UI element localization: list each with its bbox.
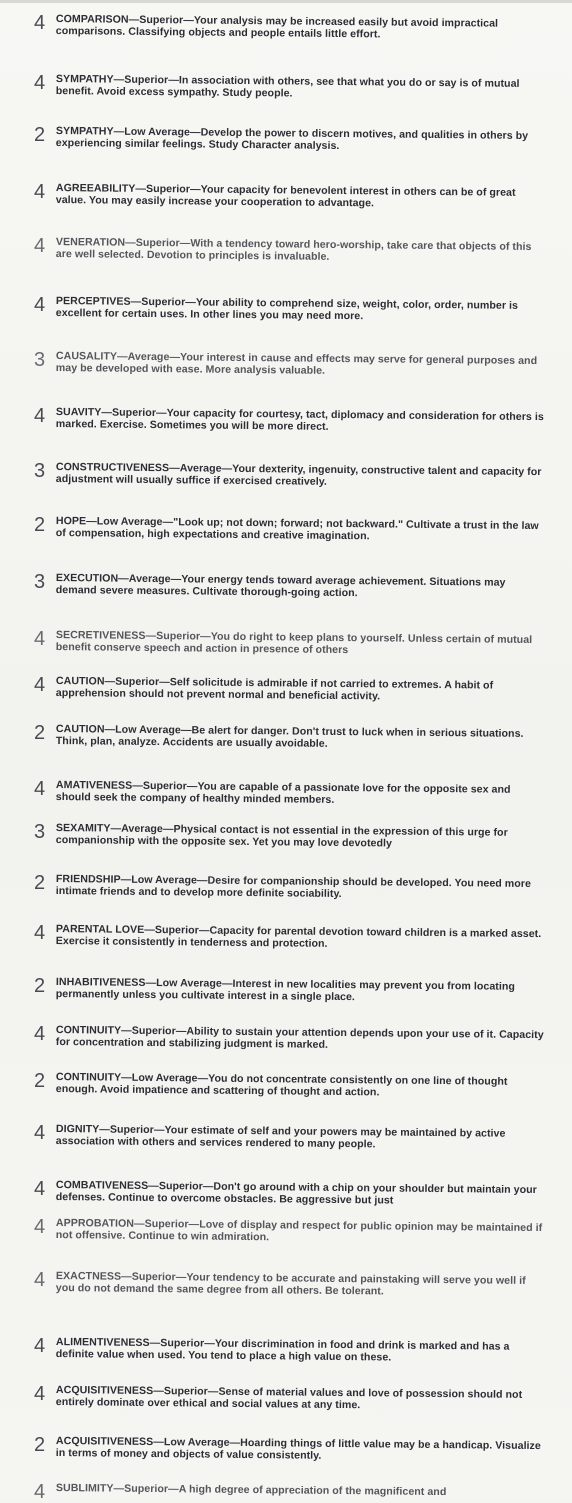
trait-score: 4 [34, 1122, 46, 1144]
trait-description: ALIMENTIVENESS—Superior—Your discrimination in food and drink is marked and has a definite value when used. You tend to place a high value on these. [55, 1336, 510, 1364]
trait-description: SYMPATHY—Low Average—Develop the power to discern motives, and qualities in others by experiencing similar feelings. Study Character analysis. [55, 125, 529, 152]
trait-score: 3 [34, 571, 46, 593]
trait-score: 4 [34, 674, 46, 696]
trait-entry [34, 1070, 544, 1098]
trait-entry [34, 1023, 544, 1051]
trait-score: 4 [34, 405, 46, 427]
trait-score: 4 [34, 628, 46, 650]
trait-score: 2 [34, 722, 46, 744]
trait-description: CONTINUITY—Low Average—You do not concentrate consistently on one line of thought enough. Avoid impatience and scattering of thought and action. [55, 1071, 508, 1098]
trait-score: 3 [34, 821, 46, 843]
trait-entry [34, 628, 544, 656]
trait-description: AGREEABILITY—Superior—Your capacity for benevolent interest in others can be of great value. You may easily increase your cooperation to advantage. [55, 182, 516, 209]
trait-description: CAUSALITY—Average—Your interest in cause and effects may serve for general purposes and may be developed with ease. More analysis valuable. [55, 350, 538, 377]
trait-description: DIGNITY—Superior—Your estimate of self and your powers may be maintained by active association with others and services rendered to many people. [55, 1123, 506, 1150]
trait-score: 4 [34, 1269, 46, 1291]
page-top-edge [0, 0, 572, 3]
trait-score: 4 [34, 1178, 46, 1200]
trait-entry [34, 514, 544, 542]
trait-description: CONSTRUCTIVENESS—Average—Your dexterity, ingenuity, constructive talent and capacity for adjustment will usually suffice if exercised creatively. [55, 461, 542, 488]
trait-entry [34, 821, 544, 850]
trait-description: ACQUISITIVENESS—Low Average—Hoarding things of little value may be a handicap. Visualize in terms of money and objects of value consistently. [55, 1435, 541, 1462]
trait-score: 4 [34, 1023, 46, 1045]
trait-entry [34, 1434, 544, 1462]
trait-description: APPROBATION—Superior—Love of display and respect for public opinion may be maintained if not offensive. Continue to win admiration. [55, 1217, 543, 1243]
trait-description: INHABITIVENESS—Low Average—Interest in new localities may prevent you from locating permanently unless you cultivate interest in a single place. [55, 976, 515, 1003]
trait-score: 2 [34, 514, 46, 536]
trait-entry [34, 1383, 544, 1411]
trait-score: 4 [34, 12, 46, 34]
trait-entry [34, 1218, 544, 1241]
trait-entry [34, 349, 544, 377]
trait-description: CAUTION—Low Average—Be alert for danger. Don't trust to luck when in serious situations. Think, plan, analyze. Accidents are usually avoidable. [55, 723, 524, 750]
trait-description: SUAVITY—Superior—Your capacity for courtesy, tact, diplomacy and consideration for others is marked. Exercise. Sometimes you will be more direct. [55, 406, 544, 433]
trait-description: AMATIVENESS—Superior—You are capable of a passionate love for the opposite sex and should seek the company of healthy minded members. [55, 779, 511, 806]
trait-entry [34, 1269, 544, 1298]
trait-description: VENERATION—Superior—With a tendency toward hero-worship, take care that objects of this are well selected. Devotion to principles is invaluable. [55, 236, 532, 263]
trait-entry [34, 922, 544, 950]
trait-entry [34, 181, 544, 209]
trait-entry [34, 1178, 544, 1207]
trait-score: 3 [34, 349, 46, 371]
trait-entry [34, 571, 544, 599]
trait-entry [34, 124, 544, 152]
trait-entry [34, 722, 544, 750]
trait-score: 2 [34, 124, 46, 146]
trait-score: 4 [34, 1481, 46, 1503]
trait-score: 2 [34, 1070, 46, 1092]
trait-description: ACQUISITIVENESS—Superior—Sense of material values and love of possession should not entirely dominate over ethical and social values at any time. [55, 1384, 523, 1411]
trait-score: 4 [34, 1216, 46, 1238]
trait-entry [34, 1122, 544, 1150]
trait-entry [34, 1335, 544, 1364]
trait-entry [34, 872, 544, 900]
trait-score: 3 [34, 460, 46, 482]
trait-score: 4 [34, 72, 46, 94]
trait-entry [34, 778, 544, 806]
trait-score: 4 [34, 778, 46, 800]
trait-score: 2 [34, 872, 46, 894]
trait-description: PERCEPTIVES—Superior—Your ability to comprehend size, weight, color, order, number is excellent for certain uses. In other lines you may need more. [55, 295, 519, 322]
trait-score: 4 [34, 181, 46, 203]
trait-entry [34, 235, 544, 263]
trait-entry [34, 294, 544, 322]
trait-description: PARENTAL LOVE—Superior—Capacity for parental devotion toward children is a marked asset. Exercise it consistently in tenderness and protection. [55, 923, 542, 950]
trait-score: 4 [34, 922, 46, 944]
trait-entry [34, 674, 544, 702]
trait-description: FRIENDSHIP—Low Average—Desire for companionship should be developed. You need more intimate friends and to develop more definite sociability. [55, 873, 532, 900]
trait-description: EXECUTION—Average—Your energy tends toward average achievement. Situations may demand severe measures. Cultivate thorough-going action. [55, 572, 506, 599]
trait-description: SECRETIVENESS—Superior—You do right to keep plans to yourself. Unless certain of mutual benefit conserve speech and action in presence of others [55, 629, 533, 656]
trait-entry [34, 12, 544, 40]
trait-description: HOPE—Low Average—"Look up; not down; forward; not backward." Cultivate a trust in the law of compensation, high expectations and creative imagination. [55, 515, 539, 542]
trait-entry [34, 1483, 544, 1503]
trait-entry [34, 975, 544, 1003]
trait-description: COMPARISON—Superior—Your analysis may be increased easily but avoid impractical comparisons. Classifying objects and people entails little effort. [55, 13, 499, 40]
trait-description: EXACTNESS—Superior—Your tendency to be accurate and painstaking will serve you well if you do not demand the same degree from all others. Be tolerant. [55, 1270, 526, 1298]
trait-description: SUBLIMITY—Superior—A high degree of appreciation of the magnificent and [55, 1482, 447, 1499]
trait-entry [34, 72, 544, 100]
trait-description: CAUTION—Superior—Self solicitude is admirable if not carried to extremes. A habit of apprehension should not prevent normal and beneficial activity. [55, 675, 494, 702]
trait-description: COMBATIVENESS—Superior—Don't go around with a chip on your shoulder but maintain your defenses. Continue to overcome obstacles. Be aggressive but just [55, 1179, 537, 1207]
trait-score: 4 [34, 294, 46, 316]
trait-description: SEXAMITY—Average—Physical contact is not essential in the expression of this urge for companionship with the opposite sex. Yet you may love devotedly [55, 822, 508, 850]
trait-score: 4 [34, 1383, 46, 1405]
trait-entry [34, 405, 544, 433]
trait-score: 2 [34, 975, 46, 997]
trait-entry [34, 460, 544, 488]
trait-score: 4 [34, 235, 46, 257]
trait-description: CONTINUITY—Superior—Ability to sustain your attention depends upon your use of it. Capacity for concentration and stabilizing judgment is marked. [55, 1024, 544, 1051]
trait-description: SYMPATHY—Superior—In association with others, see that what you do or say is of mutual benefit. Avoid excess sympathy. Study people. [55, 73, 520, 100]
trait-score: 2 [34, 1434, 46, 1456]
trait-score: 4 [34, 1335, 46, 1357]
